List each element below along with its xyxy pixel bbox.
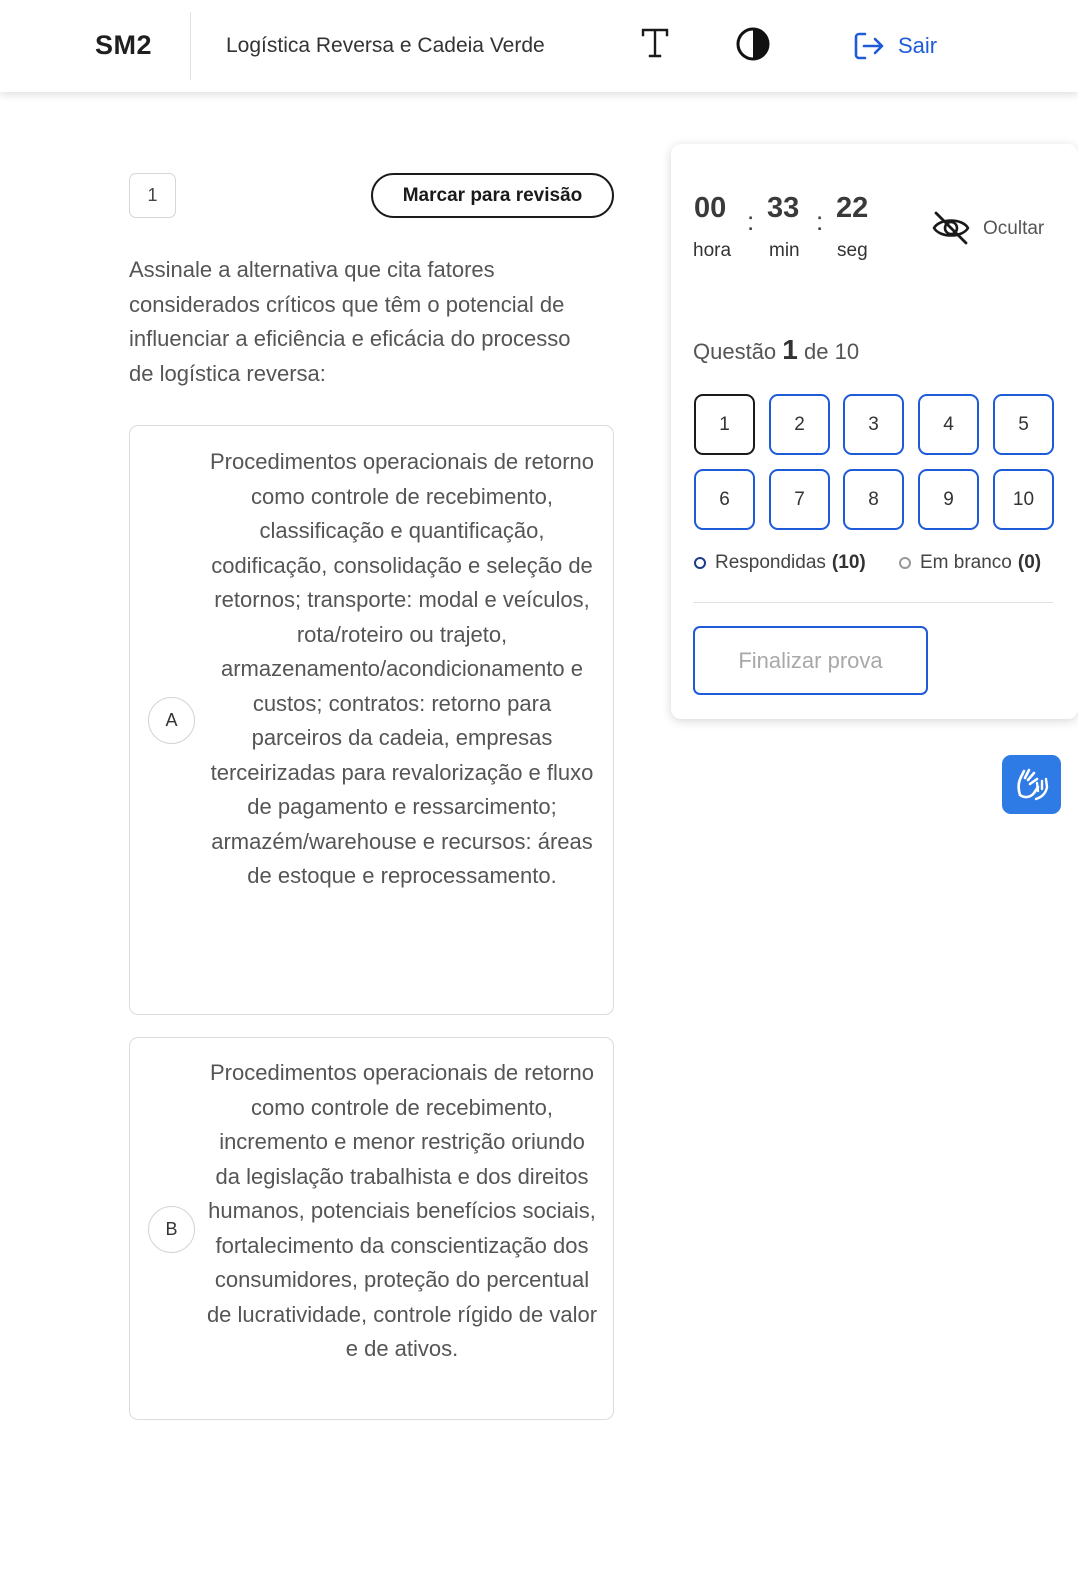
panel-divider	[693, 602, 1053, 603]
hide-timer-button[interactable]: Ocultar	[983, 218, 1045, 239]
question-nav-button[interactable]: 2	[769, 394, 830, 455]
question-nav-button[interactable]: 10	[993, 469, 1054, 530]
logout-label: Sair	[898, 33, 938, 58]
blank-dot-icon	[899, 557, 911, 569]
option-a[interactable]	[129, 425, 614, 1015]
text-size-icon[interactable]	[640, 26, 670, 60]
app-logo[interactable]: SM2	[95, 30, 153, 60]
timer-minutes: 33	[767, 192, 800, 224]
legend-blank-count: (0)	[1017, 552, 1042, 573]
option-text: Procedimentos operacionais de retorno como controle de recebimento, classificação e quantificação, codificação, consolidação e seleção de retornos; transporte: modal e veículos, rota/roteiro ou trajeto, armazenamento/acondicionamento e custos; contratos: retorno para parceiros da cadeia, empresas terceirizadas para revalorização e fluxo de pagamento e ressarcimento; armazém/warehouse e recursos: áreas de estoque e reprocessamento.	[209, 449, 594, 888]
option-text: Procedimentos operacionais de retorno como controle de recebimento, incremento e menor restrição oriundo da legislação trabalhista e dos direitos humanos, potenciais benefícios sociais, fortalecimento da conscientização dos consumidores, proteção do percentual de lucratividade, controle rígido de valor e de ativos.	[206, 1060, 598, 1361]
contrast-icon[interactable]	[735, 26, 771, 62]
header-divider	[190, 12, 191, 80]
timer-separator: :	[816, 206, 824, 236]
option-letter: B	[148, 1206, 195, 1253]
question-nav-button[interactable]: 7	[769, 469, 830, 530]
answered-dot-icon	[694, 557, 706, 569]
question-counter-current: 1	[782, 334, 798, 365]
question-nav-button[interactable]: 8	[843, 469, 904, 530]
question-number: 1	[129, 173, 176, 218]
course-title: Logística Reversa e Cadeia Verde	[226, 34, 545, 57]
question-nav-button[interactable]: 5	[993, 394, 1054, 455]
top-header	[0, 0, 1078, 92]
exam-panel	[671, 144, 1078, 719]
eye-off-icon[interactable]	[931, 208, 971, 248]
sign-language-icon	[1012, 765, 1052, 805]
timer-separator: :	[747, 206, 755, 236]
option-letter: A	[148, 697, 195, 744]
question-counter-prefix: Questão	[693, 339, 777, 364]
question-nav-button[interactable]: 4	[918, 394, 979, 455]
question-counter	[693, 334, 859, 366]
question-nav-button[interactable]: 6	[694, 469, 755, 530]
logout-icon	[852, 29, 886, 63]
legend-blank-label: Em branco	[920, 552, 1012, 573]
question-nav-button[interactable]: 1	[694, 394, 755, 455]
timer-minutes-label: min	[769, 240, 800, 261]
legend-blank	[899, 552, 1041, 574]
question-counter-suffix: de 10	[804, 339, 860, 364]
timer-seconds: 22	[836, 192, 869, 224]
sign-language-button[interactable]	[1002, 755, 1061, 814]
logout-button[interactable]	[852, 28, 937, 64]
finish-exam-button[interactable]: Finalizar prova	[693, 626, 928, 695]
legend-answered	[694, 552, 866, 574]
timer-hours: 00	[694, 192, 727, 224]
question-nav-button[interactable]: 9	[918, 469, 979, 530]
option-b[interactable]	[129, 1037, 614, 1420]
timer-hours-label: hora	[693, 240, 732, 261]
legend-answered-count: (10)	[831, 552, 866, 573]
timer-seconds-label: seg	[837, 240, 868, 261]
legend-answered-label: Respondidas	[715, 552, 826, 573]
question-text: Assinale a alternativa que cita fatores considerados críticos que têm o potencial de influenciar a eficiência e eficácia do processo de logística reversa:	[129, 257, 571, 386]
mark-for-review-button[interactable]: Marcar para revisão	[371, 173, 614, 218]
question-nav-button[interactable]: 3	[843, 394, 904, 455]
